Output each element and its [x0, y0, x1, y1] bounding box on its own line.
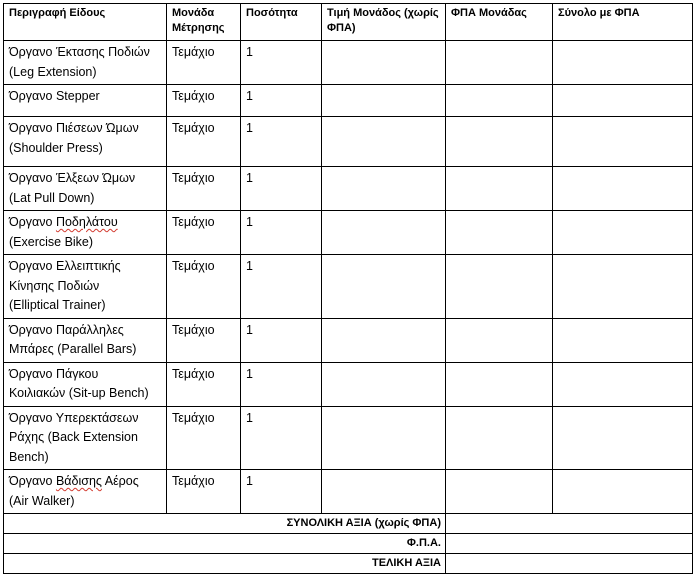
item-unit: Τεμάχιο: [167, 41, 241, 85]
item-unit: Τεμάχιο: [167, 362, 241, 406]
item-total-with-vat[interactable]: [553, 406, 693, 470]
item-total-with-vat[interactable]: [553, 41, 693, 85]
item-unit: Τεμάχιο: [167, 117, 241, 167]
item-unit: Τεμάχιο: [167, 318, 241, 362]
subtotal-row: [4, 514, 693, 534]
item-quantity: 1: [241, 406, 322, 470]
item-quantity: 1: [241, 41, 322, 85]
item-unit: Τεμάχιο: [167, 406, 241, 470]
item-total-with-vat[interactable]: [553, 318, 693, 362]
item-description: [4, 362, 167, 406]
item-vat-per-unit[interactable]: [446, 470, 553, 514]
table-row: [4, 318, 693, 362]
item-quantity: 1: [241, 255, 322, 319]
item-unit-price[interactable]: [322, 470, 446, 514]
item-total-with-vat[interactable]: [553, 211, 693, 255]
item-unit-price[interactable]: [322, 41, 446, 85]
item-total-with-vat[interactable]: [553, 470, 693, 514]
item-description-line: (Shoulder Press): [9, 140, 103, 155]
item-vat-per-unit[interactable]: [446, 85, 553, 117]
item-vat-per-unit[interactable]: [446, 318, 553, 362]
header-unit: Μονάδα Μέτρησης: [167, 4, 241, 41]
total-row: [4, 554, 693, 574]
header-quantity: Ποσότητα: [241, 4, 322, 41]
item-description-line: (Leg Extension): [9, 64, 97, 79]
item-description: [4, 85, 167, 117]
item-description-line: Όργανο Έλξεων Ώμων: [9, 171, 136, 185]
item-unit: Τεμάχιο: [167, 470, 241, 514]
item-description-line: Όργανο Παράλληλες: [9, 322, 124, 337]
table-row: [4, 362, 693, 406]
equipment-price-table: [3, 3, 693, 574]
header-unit-price: Τιμή Μονάδος (χωρίς ΦΠΑ): [322, 4, 446, 41]
item-vat-per-unit[interactable]: [446, 167, 553, 211]
item-description: [4, 406, 167, 470]
header-row: [4, 4, 693, 41]
subtotal-label: ΣΥΝΟΛΙΚΗ ΑΞΙΑ (χωρίς ΦΠΑ): [4, 514, 446, 534]
item-description-line: Όργανο Έκτασης Ποδιών: [9, 45, 150, 59]
item-unit-price[interactable]: [322, 167, 446, 211]
table-row: [4, 406, 693, 470]
item-description-line: Όργανο Πάγκου: [9, 366, 99, 381]
item-quantity: 1: [241, 362, 322, 406]
item-quantity: 1: [241, 318, 322, 362]
item-total-with-vat[interactable]: [553, 85, 693, 117]
item-quantity: 1: [241, 167, 322, 211]
item-unit: Τεμάχιο: [167, 211, 241, 255]
item-unit: Τεμάχιο: [167, 85, 241, 117]
document-page: [3, 3, 693, 574]
item-description-line: Όργανο Πιέσεων Ώμων: [9, 121, 139, 135]
item-description-line: Όργανο Stepper: [9, 89, 100, 103]
item-vat-per-unit[interactable]: [446, 362, 553, 406]
subtotal-value[interactable]: [446, 514, 693, 534]
item-total-with-vat[interactable]: [553, 117, 693, 167]
header-total-with-vat: Σύνολο με ΦΠΑ: [553, 4, 693, 41]
vat-label: Φ.Π.Α.: [4, 534, 446, 554]
item-unit-price[interactable]: [322, 255, 446, 319]
table-row: [4, 85, 693, 117]
item-unit-price[interactable]: [322, 406, 446, 470]
item-description-line: Όργανο Βάδισης Αέρος: [9, 474, 139, 488]
item-vat-per-unit[interactable]: [446, 211, 553, 255]
item-description-line: Κίνησης Ποδιών: [9, 278, 100, 293]
item-unit-price[interactable]: [322, 211, 446, 255]
item-description: [4, 167, 167, 211]
table-row: [4, 211, 693, 255]
item-description-line: Μπάρες (Parallel Bars): [9, 342, 137, 356]
item-description: [4, 470, 167, 514]
item-description: [4, 318, 167, 362]
header-vat-per-unit: ΦΠΑ Μονάδας: [446, 4, 553, 41]
header-description: Περιγραφή Είδους: [4, 4, 167, 41]
item-unit-price[interactable]: [322, 362, 446, 406]
item-description-line: Bench): [9, 449, 49, 464]
item-description: [4, 211, 167, 255]
item-description-line: (Exercise Bike): [9, 234, 94, 249]
table-row: [4, 41, 693, 85]
item-description: [4, 255, 167, 319]
item-quantity: 1: [241, 470, 322, 514]
table-row: [4, 167, 693, 211]
vat-row: [4, 534, 693, 554]
item-description-line: (Lat Pull Down): [9, 190, 95, 205]
item-vat-per-unit[interactable]: [446, 41, 553, 85]
table-row: [4, 470, 693, 514]
item-vat-per-unit[interactable]: [446, 255, 553, 319]
item-description-line: Όργανο Υπερεκτάσεων: [9, 410, 139, 425]
table-row: [4, 255, 693, 319]
item-description-line: (Air Walker): [9, 493, 75, 508]
item-total-with-vat[interactable]: [553, 167, 693, 211]
item-description-line: Όργανο Ποδηλάτου: [9, 215, 118, 229]
item-unit-price[interactable]: [322, 85, 446, 117]
item-unit: Τεμάχιο: [167, 255, 241, 319]
item-total-with-vat[interactable]: [553, 255, 693, 319]
item-description-line: (Elliptical Trainer): [9, 298, 106, 312]
total-label: ΤΕΛΙΚΗ ΑΞΙΑ: [4, 554, 446, 574]
item-description-line: Όργανο Ελλειπτικής: [9, 259, 121, 273]
item-description-line: Κοιλιακών (Sit-up Bench): [9, 386, 149, 400]
total-value[interactable]: [446, 554, 693, 574]
item-unit: Τεμάχιο: [167, 167, 241, 211]
item-quantity: 1: [241, 211, 322, 255]
table-row: [4, 117, 693, 167]
item-quantity: 1: [241, 117, 322, 167]
item-quantity: 1: [241, 85, 322, 117]
item-unit-price[interactable]: [322, 117, 446, 167]
item-total-with-vat[interactable]: [553, 362, 693, 406]
item-vat-per-unit[interactable]: [446, 117, 553, 167]
item-vat-per-unit[interactable]: [446, 406, 553, 470]
item-description-line: Ράχης (Back Extension: [9, 430, 138, 444]
vat-value[interactable]: [446, 534, 693, 554]
item-unit-price[interactable]: [322, 318, 446, 362]
item-description: [4, 117, 167, 167]
item-description: [4, 41, 167, 85]
